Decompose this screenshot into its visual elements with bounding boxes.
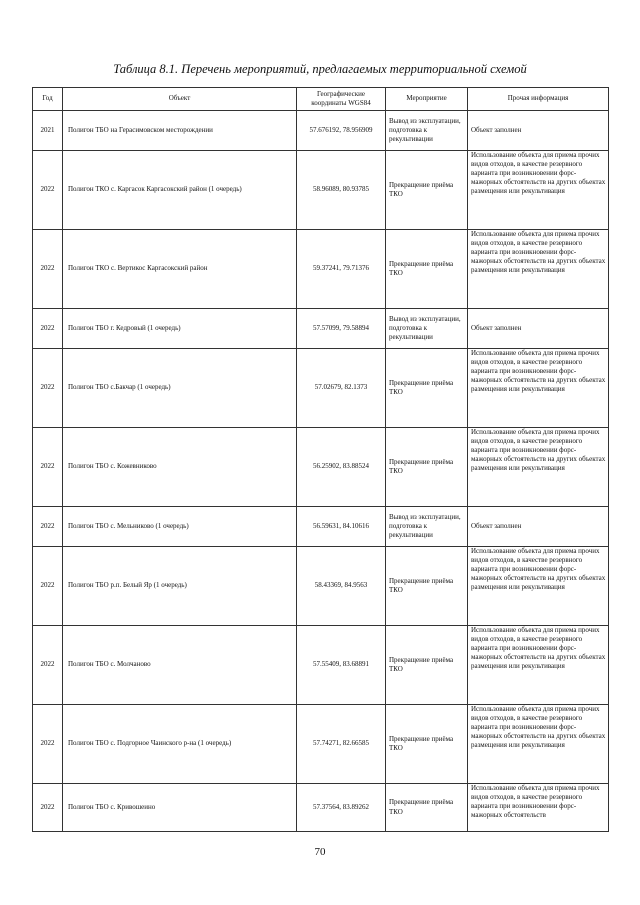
- cell-object: Полигон ТБО с. Кривошеино: [63, 784, 297, 832]
- cell-coords: 57.57099, 79.58894: [297, 309, 386, 349]
- cell-action: Прекращение приёма ТКО: [386, 705, 468, 784]
- cell-object: Полигон ТБО р.п. Белый Яр (1 очередь): [63, 547, 297, 626]
- header-coords: Географические координаты WGS84: [297, 88, 386, 111]
- table-row: [33, 309, 609, 349]
- cell-year: 2022: [33, 309, 63, 349]
- cell-info: Использование объекта для приема прочих видов отходов, в качестве резервного варианта при возникновении форс-мажорных обстоятельств на других объектах размещения или рекультивация: [468, 428, 609, 507]
- table-title: Таблица 8.1. Перечень мероприятий, предлагаемых территориальной схемой: [113, 62, 527, 76]
- cell-year: 2022: [33, 626, 63, 705]
- table-row: [33, 428, 609, 507]
- table-row: [33, 151, 609, 230]
- cell-object: Полигон ТБО с. Подгорное Чаинского р-на (1 очередь): [63, 705, 297, 784]
- table-row: [33, 507, 609, 547]
- cell-year: 2022: [33, 230, 63, 309]
- cell-action: Вывод из эксплуатации, подготовка к рекультивации: [386, 507, 468, 547]
- cell-action: Прекращение приёма ТКО: [386, 230, 468, 309]
- table-row: [33, 349, 609, 428]
- table-row: [33, 626, 609, 705]
- cell-coords: 57.676192, 78.956909: [297, 111, 386, 151]
- cell-coords: 58.96089, 80.93785: [297, 151, 386, 230]
- cell-object: Полигон ТБО г. Кедровый (1 очередь): [63, 309, 297, 349]
- cell-year: 2022: [33, 705, 63, 784]
- table-header-row: [33, 88, 609, 111]
- cell-info: Использование объекта для приема прочих видов отходов, в качестве резервного варианта при возникновении форс-мажорных обстоятельств на других объектах размещения или рекультивация: [468, 230, 609, 309]
- table-row: [33, 111, 609, 151]
- cell-object: Полигон ТКО с. Вертикос Каргасокский район: [63, 230, 297, 309]
- cell-object: Полигон ТБО с. Кожевниково: [63, 428, 297, 507]
- cell-info: Объект заполнен: [468, 309, 609, 349]
- header-info: Прочая информация: [468, 88, 609, 111]
- cell-object: Полигон ТБО с. Мельниково (1 очередь): [63, 507, 297, 547]
- cell-info: Использование объекта для приема прочих видов отходов, в качестве резервного варианта при возникновении форс-мажорных обстоятельств на других объектах размещения или рекультивация: [468, 151, 609, 230]
- cell-object: Полигон ТБО с. Молчаново: [63, 626, 297, 705]
- cell-coords: 58.43369, 84.9563: [297, 547, 386, 626]
- cell-action: Вывод из эксплуатации, подготовка к рекультивации: [386, 111, 468, 151]
- cell-action: Прекращение приёма ТКО: [386, 428, 468, 507]
- table-row: [33, 705, 609, 784]
- cell-object: Полигон ТКО с. Каргасок Каргасокский район (1 очередь): [63, 151, 297, 230]
- cell-info: Использование объекта для приема прочих видов отходов, в качестве резервного варианта при возникновении форс-мажорных обстоятельств на других объектах размещения или рекультивация: [468, 349, 609, 428]
- cell-info: Объект заполнен: [468, 111, 609, 151]
- header-year: Год: [33, 88, 63, 111]
- cell-coords: 56.25902, 83.88524: [297, 428, 386, 507]
- table-body: [33, 111, 609, 832]
- cell-info: Использование объекта для приема прочих видов отходов, в качестве резервного варианта при возникновении форс-мажорных обстоятельств на других объектах размещения или рекультивация: [468, 547, 609, 626]
- cell-year: 2022: [33, 151, 63, 230]
- cell-action: Прекращение приёма ТКО: [386, 626, 468, 705]
- page-number: 70: [314, 846, 326, 858]
- cell-year: 2022: [33, 349, 63, 428]
- table-row: [33, 547, 609, 626]
- cell-coords: 56.59631, 84.10616: [297, 507, 386, 547]
- cell-info: Объект заполнен: [468, 507, 609, 547]
- cell-year: 2022: [33, 547, 63, 626]
- cell-coords: 57.55409, 83.68891: [297, 626, 386, 705]
- cell-info: Использование объекта для приема прочих видов отходов, в качестве резервного варианта при возникновении форс-мажорных обстоятельств: [468, 784, 609, 832]
- cell-action: Прекращение приёма ТКО: [386, 784, 468, 832]
- cell-year: 2022: [33, 507, 63, 547]
- cell-coords: 57.02679, 82.1373: [297, 349, 386, 428]
- cell-info: Использование объекта для приема прочих видов отходов, в качестве резервного варианта при возникновении форс-мажорных обстоятельств на других объектах размещения или рекультивация: [468, 705, 609, 784]
- cell-action: Прекращение приёма ТКО: [386, 151, 468, 230]
- cell-coords: 59.37241, 79.71376: [297, 230, 386, 309]
- table-row: [33, 784, 609, 832]
- cell-year: 2022: [33, 428, 63, 507]
- cell-object: Полигон ТБО на Герасимовском месторождении: [63, 111, 297, 151]
- cell-year: 2022: [33, 784, 63, 832]
- cell-action: Прекращение приёма ТКО: [386, 547, 468, 626]
- cell-action: Прекращение приёма ТКО: [386, 349, 468, 428]
- measures-table: [32, 87, 609, 832]
- cell-info: Использование объекта для приема прочих видов отходов, в качестве резервного варианта при возникновении форс-мажорных обстоятельств на других объектах размещения или рекультивация: [468, 626, 609, 705]
- header-object: Объект: [63, 88, 297, 111]
- cell-object: Полигон ТБО с.Бакчар (1 очередь): [63, 349, 297, 428]
- table-row: [33, 230, 609, 309]
- header-action: Мероприятие: [386, 88, 468, 111]
- cell-year: 2021: [33, 111, 63, 151]
- cell-coords: 57.74271, 82.66585: [297, 705, 386, 784]
- cell-action: Вывод из эксплуатации, подготовка к рекультивации: [386, 309, 468, 349]
- cell-coords: 57.37564, 83.89262: [297, 784, 386, 832]
